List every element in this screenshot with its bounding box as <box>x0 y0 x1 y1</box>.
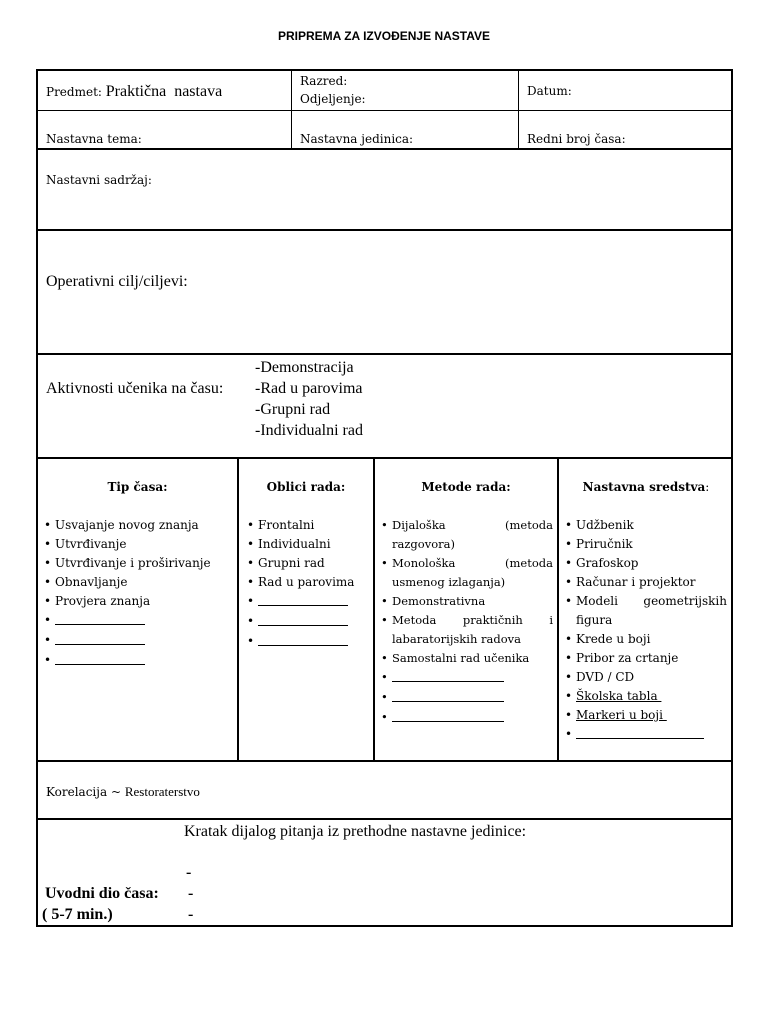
redni-broj-label: Redni broj časa: <box>527 132 626 146</box>
blank-list-item <box>44 611 234 631</box>
list-item: • Markeri u boji <box>565 706 727 725</box>
justified-line: • Monološka (metoda <box>392 556 553 570</box>
columns-section <box>36 457 733 762</box>
blank-line <box>258 632 348 646</box>
blank-line <box>258 592 348 606</box>
list-item: • Utvrđivanje i proširivanje <box>44 554 234 573</box>
blank-line <box>258 612 348 626</box>
blank-list-item <box>44 631 234 651</box>
blank-list-item <box>381 668 553 688</box>
continuation-line: figura <box>576 613 613 627</box>
list-item: • Udžbenik <box>565 516 727 535</box>
list-item: • Pribor za crtanje <box>565 649 727 668</box>
blank-list-item <box>44 651 234 671</box>
list-item: • Usvajanje novog znanja <box>44 516 234 535</box>
list-item: • Rad u parovima <box>247 573 373 592</box>
oblici-rada-column <box>237 459 373 762</box>
list-item: • Samostalni rad učenika <box>381 649 553 668</box>
uvodni-section <box>36 818 733 927</box>
justified-line: • Dijaloška (metoda <box>392 518 553 532</box>
aktivnosti-label: Aktivnosti učenika na času: <box>46 380 224 397</box>
blank-line <box>55 611 145 625</box>
list-item: • Školska tabla <box>565 687 727 706</box>
dash: - <box>188 885 194 902</box>
razred-label: Razred: <box>300 74 348 88</box>
sadrzaj-label: Nastavni sadržaj: <box>46 173 152 187</box>
korelacija-field <box>46 784 200 800</box>
list-item: • Grupni rad <box>247 554 373 573</box>
document-title: PRIPREMA ZA IZVOĐENJE NASTAVE <box>277 29 491 43</box>
datum-label: Datum: <box>527 84 572 98</box>
tip-casa-list <box>44 516 234 671</box>
metode-rada-list <box>381 516 553 728</box>
nastavna-tema-label: Nastavna tema: <box>46 132 142 146</box>
list-item: • Utvrđivanje <box>44 535 234 554</box>
dash: - <box>186 864 192 881</box>
list-item: • Grafoskop <box>565 554 727 573</box>
list-item: • Obnavljanje <box>44 573 234 592</box>
blank-list-item <box>381 688 553 708</box>
blank-line <box>392 688 504 702</box>
nastavna-sredstva-column <box>557 459 733 762</box>
list-item: • Računar i projektor <box>565 573 727 592</box>
list-item <box>381 611 553 649</box>
korelacija-value: Restoraterstvo <box>124 784 200 799</box>
aktivnosti-section <box>36 353 733 459</box>
blank-line <box>55 651 145 665</box>
aktivnost-item: -Individualni rad <box>255 422 363 439</box>
justified-line: • Modeli geometrijskih <box>576 594 727 608</box>
tip-casa-column <box>38 459 237 762</box>
blank-list-item <box>381 708 553 728</box>
continuation-line: usmenog izlaganja) <box>392 575 506 589</box>
continuation-line: razgovora) <box>392 537 455 551</box>
uvodni-label: Uvodni dio časa: <box>45 885 159 902</box>
list-item: • Demonstrativna <box>381 592 553 611</box>
blank-line <box>392 668 504 682</box>
korelacija-section <box>36 760 733 820</box>
list-item <box>381 554 553 592</box>
blank-line <box>55 631 145 645</box>
list-item <box>565 592 727 630</box>
uvodni-time: ( 5-7 min.) <box>42 906 113 923</box>
predmet-field <box>46 83 222 101</box>
operativni-label: Operativni cilj/ciljevi: <box>46 273 188 290</box>
tip-casa-title: Tip časa: <box>107 480 168 494</box>
list-item: • Priručnik <box>565 535 727 554</box>
aktivnost-item: -Rad u parovima <box>255 380 363 397</box>
continuation-line: labaratorijskih radova <box>392 632 521 646</box>
metode-rada-title: Metode rada: <box>421 480 511 494</box>
list-item <box>381 516 553 554</box>
blank-list-item <box>565 725 727 745</box>
dash: - <box>188 906 194 923</box>
nastavna-sredstva-list <box>565 516 727 745</box>
metode-rada-column <box>373 459 557 762</box>
oblici-rada-list <box>247 516 373 652</box>
justified-line: • Metoda praktičnih i <box>392 613 554 627</box>
predmet-label: Predmet: <box>46 85 102 99</box>
nastavna-jedinica-label: Nastavna jedinica: <box>300 132 414 146</box>
korelacija-label: Korelacija ~ <box>46 785 121 799</box>
list-item: • Frontalni <box>247 516 373 535</box>
nastavna-sredstva-title: Nastavna sredstva: <box>582 480 710 494</box>
oblici-rada-title: Oblici rada: <box>266 480 346 494</box>
header-table <box>36 69 733 150</box>
blank-line <box>392 708 504 722</box>
blank-line <box>576 725 704 739</box>
list-item: • Individualni <box>247 535 373 554</box>
list-item: • Provjera znanja <box>44 592 234 611</box>
odjeljenje-label: Odjeljenje: <box>300 92 366 106</box>
sadrzaj-section <box>36 148 733 231</box>
blank-list-item <box>247 592 373 612</box>
blank-list-item <box>247 612 373 632</box>
aktivnost-item: -Demonstracija <box>255 359 354 376</box>
operativni-section <box>36 229 733 355</box>
uvodni-heading: Kratak dijalog pitanja iz prethodne nastavne jedinice: <box>184 823 527 840</box>
blank-list-item <box>247 632 373 652</box>
aktivnost-item: -Grupni rad <box>255 401 331 418</box>
list-item: • Krede u boji <box>565 630 727 649</box>
predmet-value: Praktična nastava <box>105 83 223 100</box>
list-item: • DVD / CD <box>565 668 727 687</box>
